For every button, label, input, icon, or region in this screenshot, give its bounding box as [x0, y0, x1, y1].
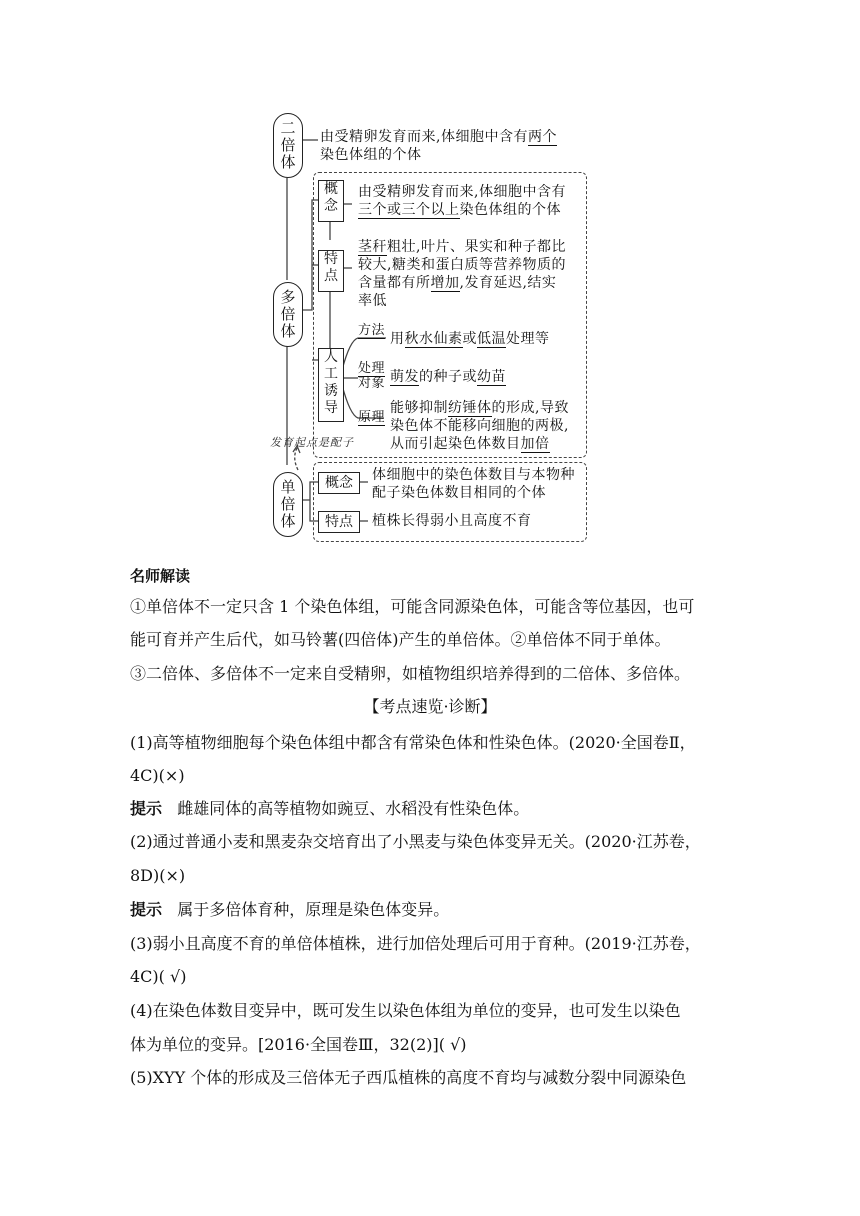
haploid-node: 单 倍 体: [273, 472, 303, 537]
question-1-line-2: 4C)(×): [130, 766, 185, 785]
note-line-3: ③二倍体、多倍体不一定来自受精卵，如植物组织培养得到的二倍体、多倍体。: [130, 664, 691, 683]
expert-commentary-heading: 名师解读: [130, 567, 191, 585]
question-4-line-2: 体为单位的变异。[2016·全国卷Ⅲ，32(2)]( √): [130, 1035, 467, 1054]
artificial-induction-box: 人 工 诱 导: [318, 348, 344, 422]
hint-2: [130, 900, 730, 920]
haploid-feature-text: 植株长得弱小且高度不育: [372, 513, 532, 529]
question-3-line-2: 4C)( √): [130, 967, 187, 986]
object-label: 处理 对象: [358, 361, 386, 391]
haploid-concept-box: 概念: [318, 472, 360, 494]
question-5-line-1: (5)XYY 个体的形成及三倍体无子西瓜植株的高度不育均与减数分裂中同源染色: [130, 1068, 687, 1087]
hint-1-text: 雌雄同体的高等植物如豌豆、水稻没有性染色体。: [177, 799, 530, 818]
hint-label: 提示: [130, 799, 163, 818]
handwritten-note: 发育起点是配子: [270, 436, 354, 449]
hint-2-text: 属于多倍体育种，原理是染色体变异。: [177, 900, 450, 919]
question-4-line-1: (4)在染色体数目变异中，既可发生以染色体组为单位的变异，也可发生以染色: [130, 1001, 681, 1020]
haploid-feature-box: 特点: [318, 511, 360, 533]
haploid-concept-text: 体细胞中的染色体数目与本物种 配子染色体数目相同的个体: [372, 467, 575, 501]
polyploid-concept-box: 概 念: [318, 180, 344, 222]
handwritten-arrow: [295, 448, 298, 470]
diploid-definition: 由受精卵发育而来,体细胞中含有两个 染色体组的个体: [320, 129, 557, 163]
hint-label: 提示: [130, 900, 163, 919]
diploid-node: 二 倍 体: [273, 113, 303, 178]
method-label: 方法: [358, 323, 386, 338]
note-line-2: 能可育并产生后代，如马铃薯(四倍体)产生的单倍体。②单倍体不同于单体。: [130, 630, 671, 649]
principle-label: 原理: [358, 410, 386, 425]
object-text: 萌发的种子或幼苗: [390, 369, 506, 385]
hint-1: [130, 799, 730, 819]
question-1-line-1: (1)高等植物细胞每个染色体组中都含有常染色体和性染色体。(2020·全国卷Ⅱ，: [130, 733, 696, 752]
question-3-line-1: (3)弱小且高度不育的单倍体植株，进行加倍处理后可用于育种。(2019·江苏卷，: [130, 934, 701, 953]
section-title: 【考点速览·诊断】: [363, 697, 497, 716]
polyploid-concept-text: 由受精卵发育而来,体细胞中含有 三个或三个以上染色体组的个体: [358, 184, 566, 218]
question-2-line-1: (2)通过普通小麦和黑麦杂交培育出了小黑麦与染色体变异无关。(2020·江苏卷，: [130, 832, 701, 851]
note-line-1: ①单倍体不一定只含 1 个染色体组，可能含同源染色体，可能含等位基因，也可: [130, 597, 695, 616]
method-text: 用秋水仙素或低温处理等: [390, 331, 550, 347]
polyploid-feature-box: 特 点: [318, 250, 344, 292]
polyploid-node: 多 倍 体: [273, 282, 303, 347]
principle-text: 能够抑制纺锤体的形成,导致 染色体不能移向细胞的两极, 从而引起染色体数目加倍: [390, 400, 569, 452]
question-2-line-2: 8D)(×): [130, 866, 186, 885]
polyploid-feature-text: 茎秆粗壮,叶片、果实和种子都比 较大,糖类和蛋白质等营养物质的 含量都有所增加,发育延迟,结实 率低: [358, 239, 566, 309]
